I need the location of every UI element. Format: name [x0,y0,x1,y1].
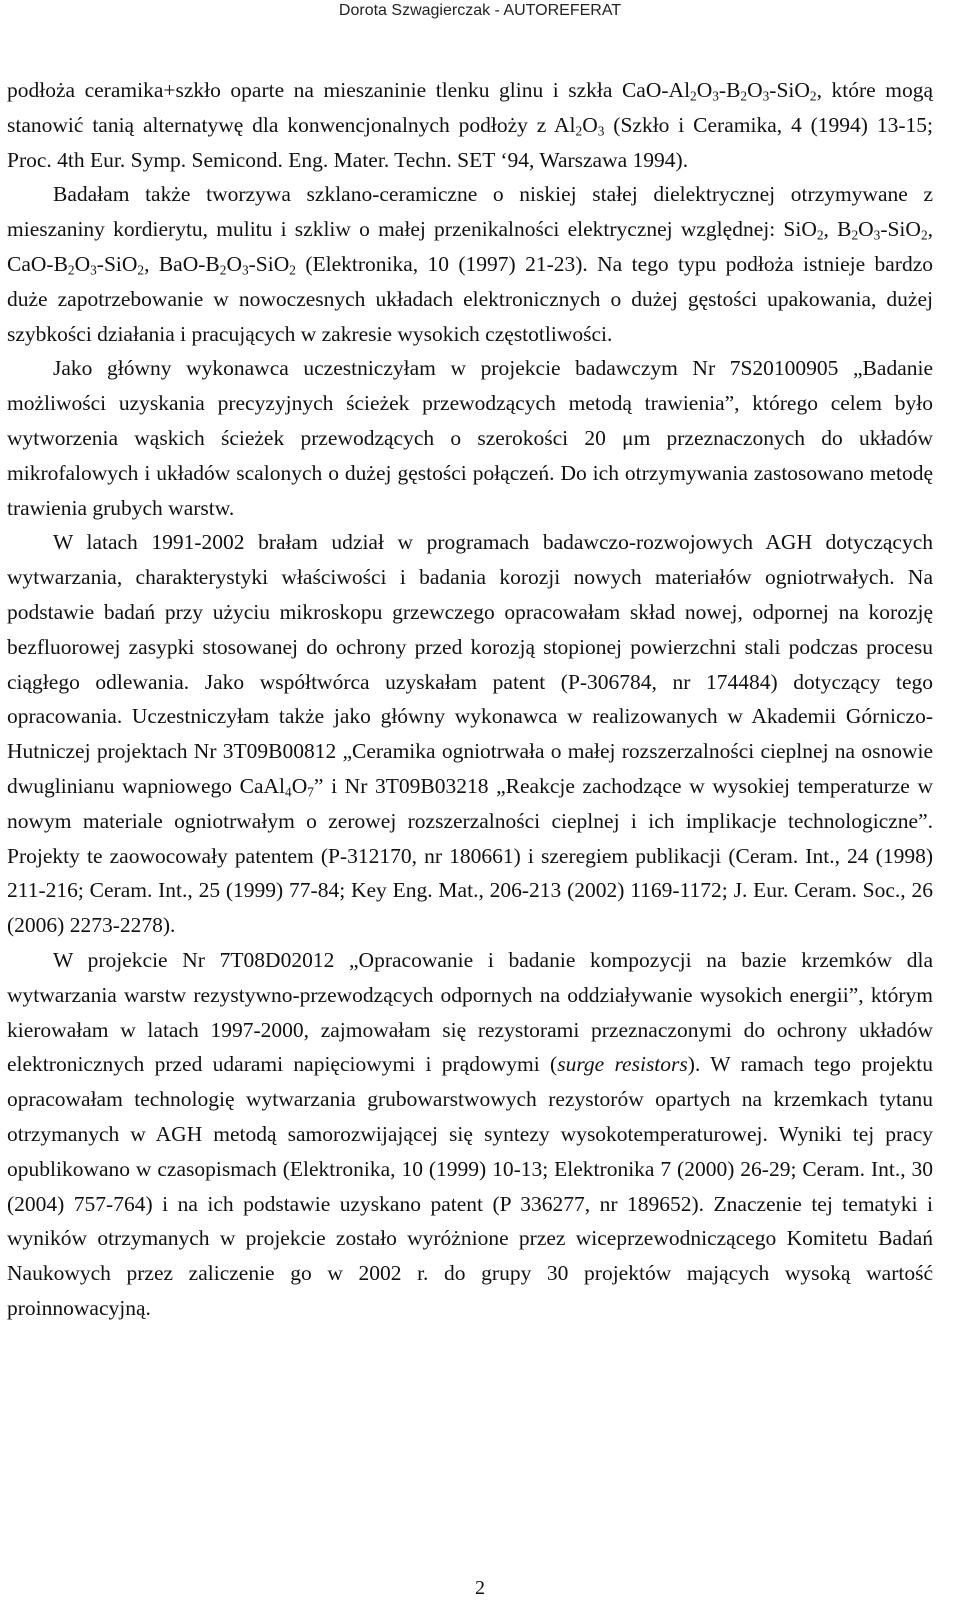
paragraph [7,525,933,943]
text-run: -SiO [248,251,290,276]
subscript: 2 [920,227,928,243]
subscript: 2 [740,88,748,104]
subscript: 2 [690,88,697,104]
paragraph [7,943,933,1326]
text-run: -SiO [769,78,810,102]
paragraph [7,73,933,177]
subscript: 2 [137,262,145,278]
document-body [7,73,933,1326]
text-run: W projekcie Nr 7T08D02012 „Opracowanie i badanie kompozycji na bazie krzemków dla wytwarzania warstw rezystywno-przewodzących odpornych na oddziaływanie wysokich energii”, którym kierowałam w latach 1997-2000, zajmowałam się rezystorami przeznaczonymi do ochrony układów elektronicznych przed udarami napięciowymi i prądowymi ( [7,947,933,1077]
text-run: O [226,251,242,276]
paragraph [7,177,933,351]
text-run: W latach 1991-2002 brałam udział w programach badawczo-rozwojowych AGH dotyczących wytwarzania, charakterystyki właściwości i badania korozji nowych materiałów ogniotrwałych. Na podstawie badań przy użyciu mikroskopu grzewczego opracowałam skład nowej, odpornej na korozję bezfluorowej zasypki stosowanej do ochrony przed korozją stopionej powierzchni stali podczas procesu ciągłego odlewania. Jako współtwórca uzyskałam patent (P-306784, nr 174484) dotyczący tego opracowania. Uczestniczyłam także jako główny wykonawca w realizowanych w Akademii Górniczo-Hutniczej projektach Nr 3T09B00812 „Ceramika ogniotrwała o małej rozszerzalności cieplnej na osnowie dwuglinianu wapniowego CaAl [7,530,933,798]
text-run: -SiO [96,251,138,276]
text-run: , które mogą stanowić tanią alternatywę dla konwencjonalnych podłoży z Al [7,78,933,137]
italic-term: surge resistors [557,1052,688,1077]
text-run: O [74,251,91,276]
text-run: -B [718,78,741,102]
text-run: O [747,78,763,102]
text-run: ” i Nr 3T09B03218 „Reakcje zachodzące w wysokiej temperaturze w nowym materiale ogniotrwałym o zerowej rozszerzalności cieplnej i ich implikacje technologiczne”. Projekty te zaowocowały patentem (P-312170, nr 180661) i szeregiem publikacji (Ceram. Int., 24 (1998) 211-216; Ceram. Int., 25 (1999) 77-84; Key Eng. Mat., 206-213 (2002) 1169-1172; J. Eur. Ceram. Soc., 26 (2006) 2273-2278). [7,773,933,938]
text-run: O [291,773,308,798]
text-run: Jako główny wykonawca uczestniczyłam w projekcie badawczym Nr 7S20100905 „Badanie możliwości uzyskania precyzyjnych ścieżek przewodzących metodą trawienia”, którego celem było wytworzenia wąskich ścieżek przewodzących o szerokości 20 μm przeznaczonych do układów mikrofalowych i układów scalonych o dużej gęstości połączeń. Do ich otrzymywania zastosowano metodę trawienia grubych warstw. [7,356,933,520]
text-run: Badałam także tworzywa szklano-ceramiczne o niskiej stałej dielektrycznej otrzymywane z mieszaniny kordierytu, mulitu i szkliw o małej przenikalności elektrycznej względnej: SiO [7,182,933,242]
subscript: 3 [597,123,605,139]
text-run: podłoża ceramika+szkło oparte na mieszaninie tlenku glinu i szkła CaO-Al [7,78,691,102]
paragraph [7,351,933,525]
subscript: 3 [762,88,770,104]
subscript: 2 [289,262,296,278]
running-header: Dorota Szwagierczak - AUTOREFERAT [338,2,622,19]
text-run: , CaO-B [7,217,933,276]
subscript: 2 [67,262,75,278]
text-run: O [582,112,598,137]
subscript: 3 [90,262,97,278]
subscript: 3 [873,227,881,243]
subscript: 2 [851,227,859,243]
text-run: (Szkło i Ceramika, 4 (1994) 13-15; Proc. 4th Eur. Symp. Semicond. Eng. Mater. Techn. SET ‘94, Warszawa 1994). [7,112,933,172]
subscript: 7 [307,784,314,800]
text-run: O [858,217,874,242]
subscript: 3 [241,262,249,278]
text-run: ). W ramach tego projektu opracowałam technologię wytwarzania grubowarstwowych rezystorów opartych na krzemkach tytanu otrzymanych w AGH metodą samorozwijającej się syntezy wysokotemperaturowej. Wyniki tej pracy opublikowano w czasopismach (Elektronika, 10 (1999) 10-13; Elektronika 7 (2000) 26-29; Ceram. Int., 30 (2004) 757-764) i na ich podstawie uzyskano patent (P 336277, nr 189652). Znaczenie tej tematyki i wyników otrzymanych w projekcie zostało wyróżnione przez wiceprzewodniczącego Komitetu Badań Naukowych przez zaliczenie go w 2002 r. do grupy 30 projektów mających wysoką wartość proinnowacyjną. [7,1052,933,1320]
text-run: (Elektronika, 10 (1997) 21-23). Na tego typu podłoża istnieje bardzo duże zapotrzebowanie w nowoczesnych układach elektronicznych o dużej gęstości upakowania, dużej szybkości działania i pracujących w zakresie wysokich częstotliwości. [7,251,933,346]
text-run: , B [823,217,852,242]
text-run: -SiO [880,217,921,242]
subscript: 2 [575,123,583,139]
page-number: 2 [475,1577,485,1599]
text-run: O [696,78,713,102]
subscript: 4 [285,784,292,800]
subscript: 2 [816,227,824,243]
subscript: 2 [809,88,817,104]
subscript: 2 [219,262,227,278]
subscript: 3 [712,88,719,104]
text-run: , BaO-B [144,251,220,276]
